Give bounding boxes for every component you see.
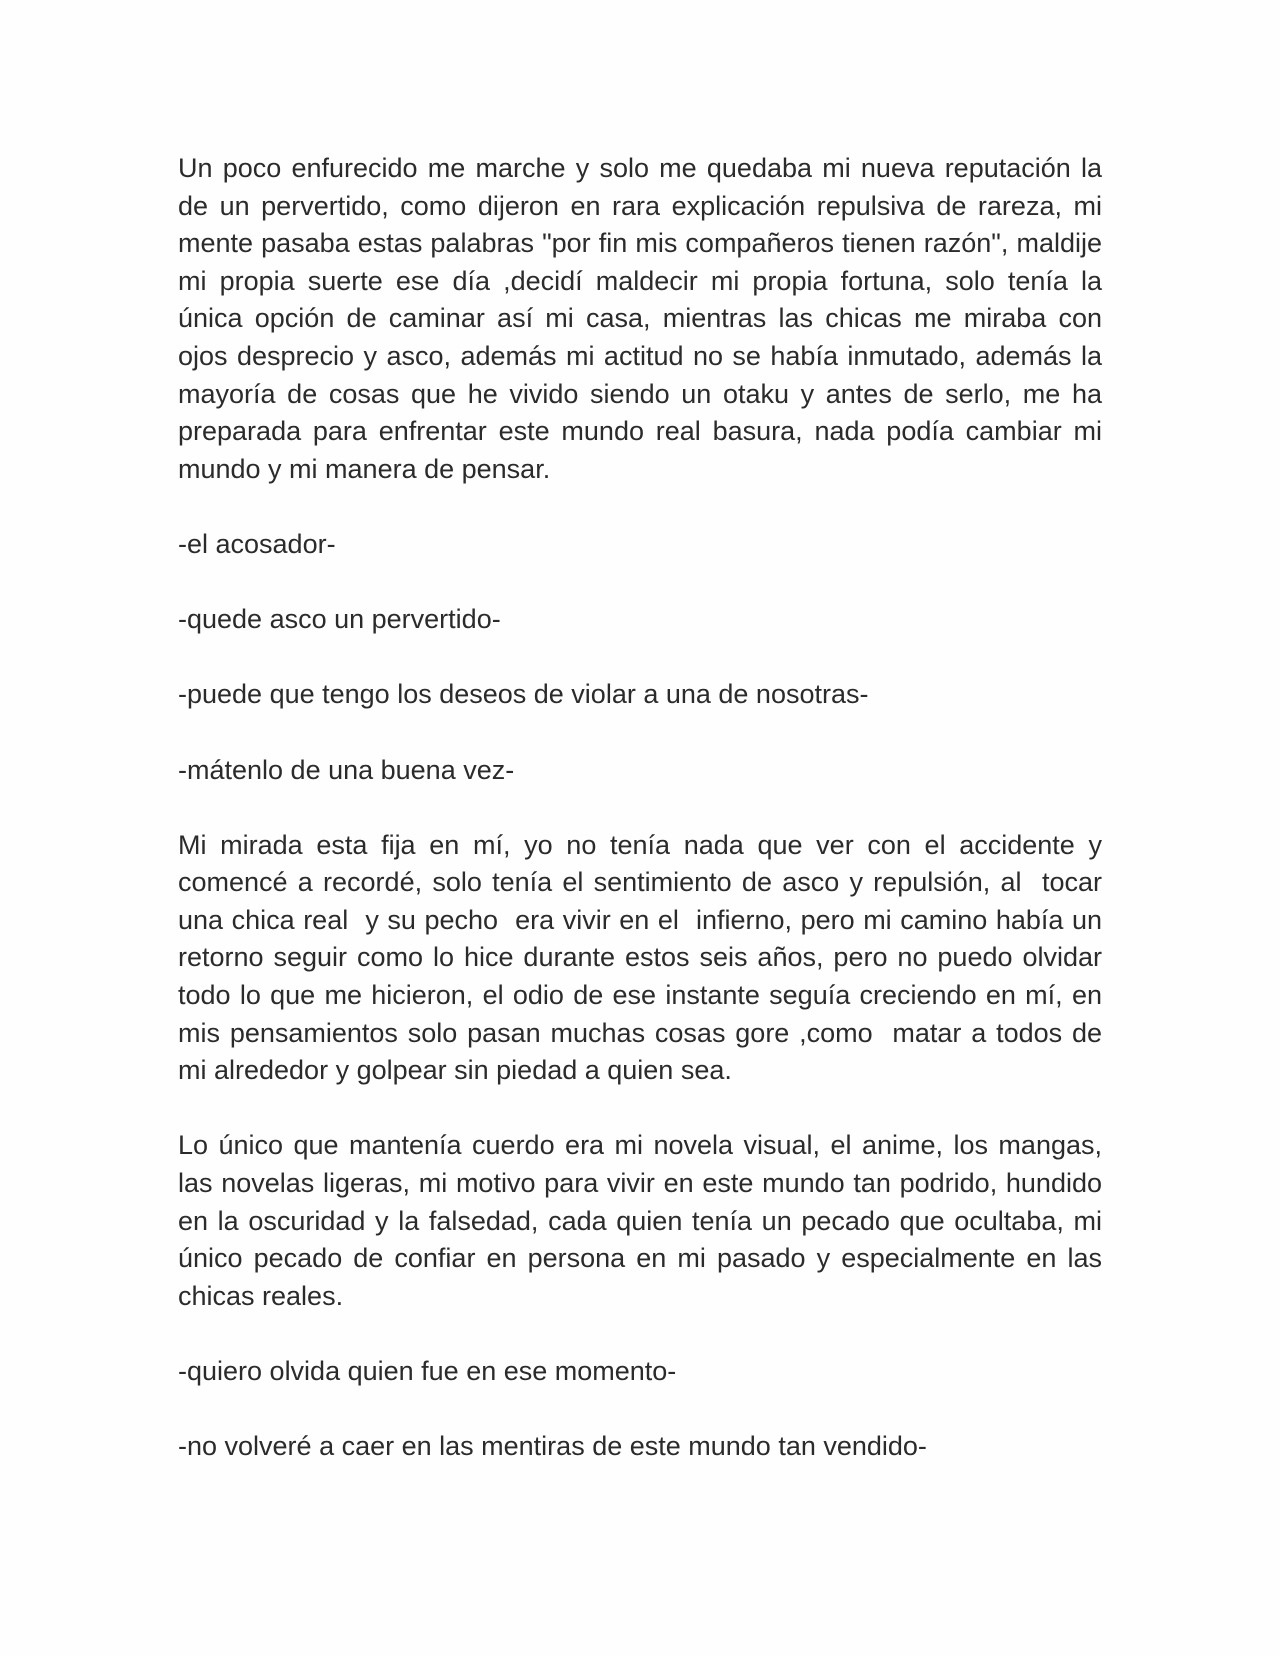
dialogue-line-3: -puede que tengo los deseos de violar a una de nosotras- bbox=[178, 679, 869, 710]
document-body bbox=[178, 150, 1110, 1503]
dialogue-line-1: -el acosador- bbox=[178, 528, 336, 559]
paragraph-3: Lo único que mantenía cuerdo era mi novela visual, el anime, los mangas, las novelas ligeras, mi motivo para vivir en este mundo tan podrido, hundido en la oscuridad y la falsedad, cada quien tenía un pecado que ocultaba, mi único pecado de confiar en persona en mi pasado y especialmente en las chicas reales. bbox=[178, 1130, 1110, 1311]
dialogue-line-6: -no volveré a caer en las mentiras de este mundo tan vendido- bbox=[178, 1431, 927, 1462]
dialogue-line-2: -quede asco un pervertido- bbox=[178, 604, 501, 635]
paragraph-1: Un poco enfurecido me marche y solo me quedaba mi nueva reputación la de un pervertido, como dijeron en rara explicación repulsiva de rareza, mi mente pasaba estas palabras "por fin mis compañeros tienen razón", maldije mi propia suerte ese día ,decidí maldecir mi propia fortuna, solo tenía la única opción de caminar así mi casa, mientras las chicas me miraba con ojos desprecio y asco, además mi actitud no se había inmutado, además la mayoría de cosas que he vivido siendo un otaku y antes de serlo, me ha preparada para enfrentar este mundo real basura, nada podía cambiar mi mundo y mi manera de pensar. bbox=[178, 153, 1110, 484]
paragraph-2: Mi mirada esta fija en mí, yo no tenía nada que ver con el accidente y comencé a recordé, solo tenía el sentimiento de asco y repulsión, al tocar una chica real y su pecho era vivir en el infierno, pero mi camino había un retorno seguir como lo hice durante estos seis años, pero no puedo olvidar todo lo que me hicieron, el odio de ese instante seguía creciendo en mí, en mis pensamientos solo pasan muchas cosas gore ,como matar a todos de mi alrededor y golpear sin piedad a quien sea. bbox=[178, 829, 1110, 1086]
dialogue-line-4: -mátenlo de una buena vez- bbox=[178, 754, 515, 785]
dialogue-line-5: -quiero olvida quien fue en ese momento- bbox=[178, 1356, 677, 1386]
